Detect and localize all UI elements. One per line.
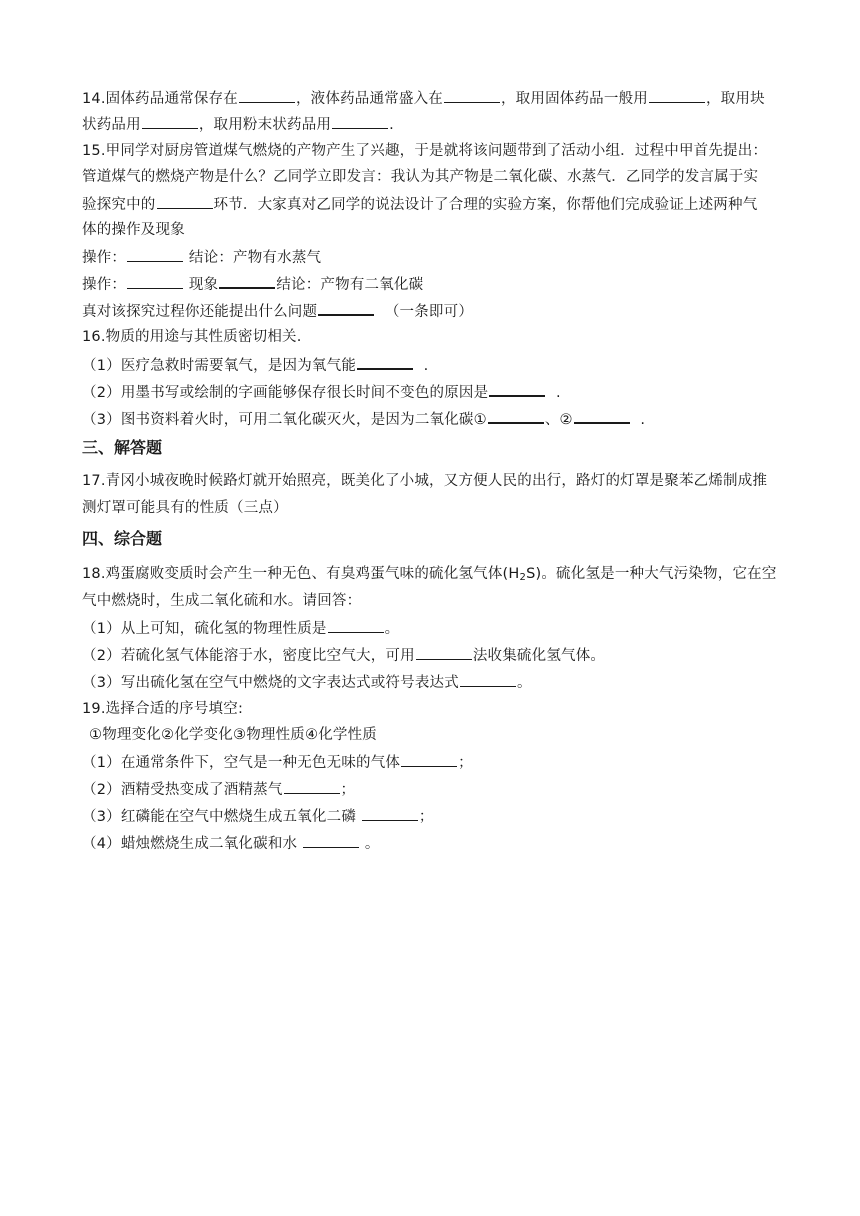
answer-blank[interactable] — [328, 618, 384, 633]
q14-text: 14.固体药品通常保存在 — [82, 91, 238, 107]
q18-text: S)。硫化氢是一种大气污染物，它在空 — [526, 566, 777, 582]
q16-text: . — [640, 412, 646, 428]
answer-blank[interactable] — [489, 381, 545, 397]
q15-text: 环节．大家真对乙同学的说法设计了合理的实验方案，你帮他们完成验证上述两种气 — [213, 197, 758, 213]
q15-text: 结论：产物有水蒸气 — [188, 250, 322, 266]
answer-blank[interactable] — [127, 247, 183, 262]
q14-line-1 — [82, 88, 782, 109]
q14-text: ，取用粉末状药品用 — [198, 117, 332, 133]
q15-operation-1 — [82, 247, 782, 268]
section-heading: 三、解答题 — [82, 438, 163, 457]
q18-text: （2）若硫化氢气体能溶于水，密度比空气大，可用 — [82, 648, 415, 664]
q19-item-1 — [82, 752, 782, 773]
q18-line-1 — [82, 564, 782, 588]
q15-text: 真对该探究过程你还能提出什么问题 — [82, 304, 318, 320]
q19-text: ； — [340, 782, 356, 798]
answer-blank[interactable] — [416, 645, 472, 660]
q18-text: 18.鸡蛋腐败变质时会产生一种无色、有臭鸡蛋气味的硫化氢气体(H — [82, 566, 520, 582]
q15-line-1: 15.甲同学对厨房管道煤气燃烧的产物产生了兴趣，于是就将该问题带到了活动小组．过程中甲首先提出： — [82, 143, 768, 159]
q18-item-1 — [82, 618, 782, 639]
q16-text: . — [555, 385, 561, 401]
q19-text: （4）蜡烛燃烧生成二氧化碳和水 — [82, 836, 303, 852]
q19-options: ①物理变化②化学变化③物理性质④化学性质 — [89, 727, 377, 743]
q18-text: （3）写出硫化氢在空气中燃烧的文字表达式或符号表达式 — [82, 675, 459, 691]
q19-item-2 — [82, 779, 782, 800]
q15-text: 验探究中的 — [82, 197, 156, 213]
q19-text: （2）酒精受热变成了酒精蒸气 — [82, 782, 283, 798]
q15-text: （一条即可） — [384, 304, 474, 320]
q15-text: 结论：产物有二氧化碳 — [276, 277, 424, 293]
q14-text: . — [389, 117, 394, 133]
q18-line-2: 气中燃烧时，生成二氧化硫和水。请回答： — [82, 593, 362, 609]
q19-text: ； — [458, 755, 473, 771]
q15-text: 现象 — [188, 277, 219, 293]
q16-text: （3）图书资料着火时，可用二氧化碳灭火，是因为二氧化碳① — [82, 412, 487, 428]
answer-blank[interactable] — [142, 114, 198, 129]
q19-item-4 — [82, 833, 782, 854]
answer-blank[interactable] — [284, 779, 340, 794]
answer-blank[interactable] — [157, 194, 213, 209]
section-heading: 四、综合题 — [82, 529, 163, 548]
answer-blank[interactable] — [357, 354, 413, 370]
answer-blank[interactable] — [318, 300, 374, 316]
answer-blank[interactable] — [460, 672, 516, 687]
q15-line-3 — [82, 194, 782, 215]
q16-text: （2）用墨书写或绘制的字画能够保存很长时间不变色的原因是 — [82, 385, 489, 401]
q18-text: 法收集硫化氢气体。 — [472, 648, 606, 664]
q14-text: 状药品用 — [82, 117, 141, 133]
q18-item-2 — [82, 645, 782, 666]
q15-operation-2 — [82, 273, 782, 295]
q14-text: ，液体药品通常盛入在 — [295, 91, 443, 107]
q18-text: 。 — [384, 621, 400, 637]
subscript: 2 — [519, 572, 527, 583]
q18-text: 。 — [516, 675, 532, 691]
q15-text: 操作： — [82, 277, 127, 293]
q19-text: ； — [418, 809, 434, 825]
q15-line-7 — [82, 300, 782, 322]
q15-line-4: 体的操作及现象 — [82, 222, 185, 238]
q16-item-3 — [82, 408, 782, 430]
answer-blank[interactable] — [488, 408, 544, 424]
q16-item-1 — [82, 354, 782, 376]
answer-blank[interactable] — [219, 273, 275, 289]
q17-line-2: 测灯罩可能具有的性质（三点） — [82, 500, 288, 516]
answer-blank[interactable] — [127, 274, 183, 289]
q16-title: 16.物质的用途与其性质密切相关. — [82, 329, 302, 345]
answer-blank[interactable] — [362, 806, 418, 821]
q16-text: （1）医疗急救时需要氧气，是因为氧气能 — [82, 358, 357, 374]
q18-item-3 — [82, 672, 782, 693]
q15-text: 操作： — [82, 250, 127, 266]
q14-text: ，取用块 — [705, 91, 765, 107]
answer-blank[interactable] — [303, 833, 359, 848]
answer-blank[interactable] — [332, 114, 388, 129]
q14-text: ，取用固体药品一般用 — [500, 91, 648, 107]
q16-item-2 — [82, 381, 782, 403]
answer-blank[interactable] — [444, 88, 500, 103]
q19-text: （3）红磷能在空气中燃烧生成五氧化二磷 — [82, 809, 361, 825]
q19-text: 。 — [364, 836, 380, 852]
q14-line-2 — [82, 114, 782, 135]
q15-line-2: 管道煤气的燃烧产物是什么？乙同学立即发言：我认为其产物是二氧化碳、水蒸气．乙同学的发言属于实 — [82, 169, 759, 185]
answer-blank[interactable] — [649, 88, 705, 103]
q17-line-1: 17.青冈小城夜晚时候路灯就开始照亮，既美化了小城，又方便人民的出行，路灯的灯罩是聚苯乙烯制成推 — [82, 473, 768, 489]
q19-text: （1）在通常条件下，空气是一种无色无味的气体 — [82, 755, 401, 771]
q19-title: 19.选择合适的序号填空: — [82, 701, 244, 717]
answer-blank[interactable] — [574, 408, 630, 424]
q18-text: （1）从上可知，硫化氢的物理性质是 — [82, 621, 327, 637]
q19-item-3 — [82, 806, 782, 827]
q16-text: . — [423, 358, 429, 374]
answer-blank[interactable] — [401, 752, 457, 767]
answer-blank[interactable] — [239, 88, 295, 103]
q16-text: 、② — [544, 412, 573, 428]
